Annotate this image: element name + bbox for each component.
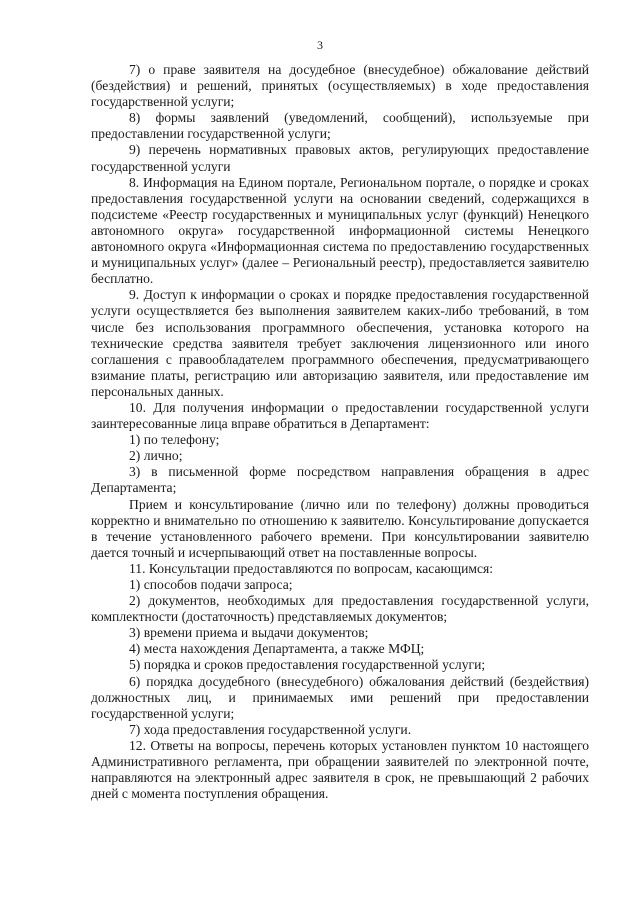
page-number: 3	[317, 38, 323, 52]
topic-item-4: 4) места нахождения Департамента, а также МФЦ;	[129, 641, 425, 657]
clause-9-access: 9. Доступ к информации о сроках и порядке предоставления государственной услуги осуществляется без выполнения заявителем каких-либо требований, в том числе без использования программного обеспечения, установка которого на технические средства заявителя требует заключения лицензионного или иного соглашения с правообладателем программного обеспечения, предусматривающего взимание платы, регистрацию или авторизацию заявителя, или предоставление им персональных данных.	[91, 287, 589, 399]
consultation-rules: Прием и консультирование (лично или по телефону) должны проводиться корректно и внимательно по отношению к заявителю. Консультирование допускается в течение установленного рабочего времени. При консультировании заявителю дается точный и исчерпывающий ответ на поставленные вопросы.	[91, 496, 589, 560]
list-item-8-forms: 8) формы заявлений (уведомлений, сообщений), используемые при предоставлении государственной услуги;	[91, 110, 589, 142]
topic-item-2: 2) документов, необходимых для предоставления государственной услуги, комплектности (достаточность) представляемых документов;	[91, 593, 589, 625]
topic-item-6: 6) порядка досудебного (внесудебного) обжалования действий (бездействия) должностных лиц, и принимаемых ими решений при предоставлении государственной услуги;	[91, 673, 589, 721]
document-body	[91, 62, 589, 802]
clause-10-contact: 10. Для получения информации о предоставлении государственной услуги заинтересованные лица вправе обратиться в Департамент:	[91, 399, 589, 432]
topic-item-1: 1) способов подачи запроса;	[129, 577, 293, 592]
clause-12-email-answers: 12. Ответы на вопросы, перечень которых установлен пунктом 10 настоящего Административного регламента, при обращении заявителей по электронной почте, направляются на электронный адрес заявителя в срок, не превышающий 2 рабочих дней с момента поступления обращения.	[91, 737, 589, 802]
contact-item-phone: 1) по телефону;	[129, 432, 220, 448]
list-item-7-appeal-rights: 7) о праве заявителя на досудебное (внесудебное) обжалование действий (бездействия) и решений, принятых (осуществляемых) в ходе предоставления государственной услуги;	[91, 62, 589, 110]
topic-item-5: 5) порядка и сроков предоставления государственной услуги;	[129, 657, 486, 673]
topic-item-3: 3) времени приема и выдачи документов;	[129, 625, 369, 641]
contact-item-in-person: 2) лично;	[129, 448, 183, 464]
clause-11-consultation-topics: 11. Консультации предоставляются по вопросам, касающимся:	[129, 560, 494, 576]
clause-8-portal-info: 8. Информация на Едином портале, Региональном портале, о порядке и сроках предоставления государственной услуги на основании сведений, содержащихся в подсистеме «Реестр государственных и муниципальных услуг (функций) Ненецкого автономного округа» государственной информационной системы Ненецкого автономного округа «Информационная система по предоставлению государственных и муниципальных услуг» (далее – Региональный реестр), предоставляется заявителю бесплатно.	[91, 174, 589, 287]
contact-item-written: 3) в письменной форме посредством направления обращения в адрес Департамента;	[91, 464, 589, 496]
topic-item-7: 7) хода предоставления государственной услуги.	[129, 721, 412, 737]
list-item-9-regulations: 9) перечень нормативных правовых актов, регулирующих предоставление государственной услуги	[91, 142, 589, 174]
